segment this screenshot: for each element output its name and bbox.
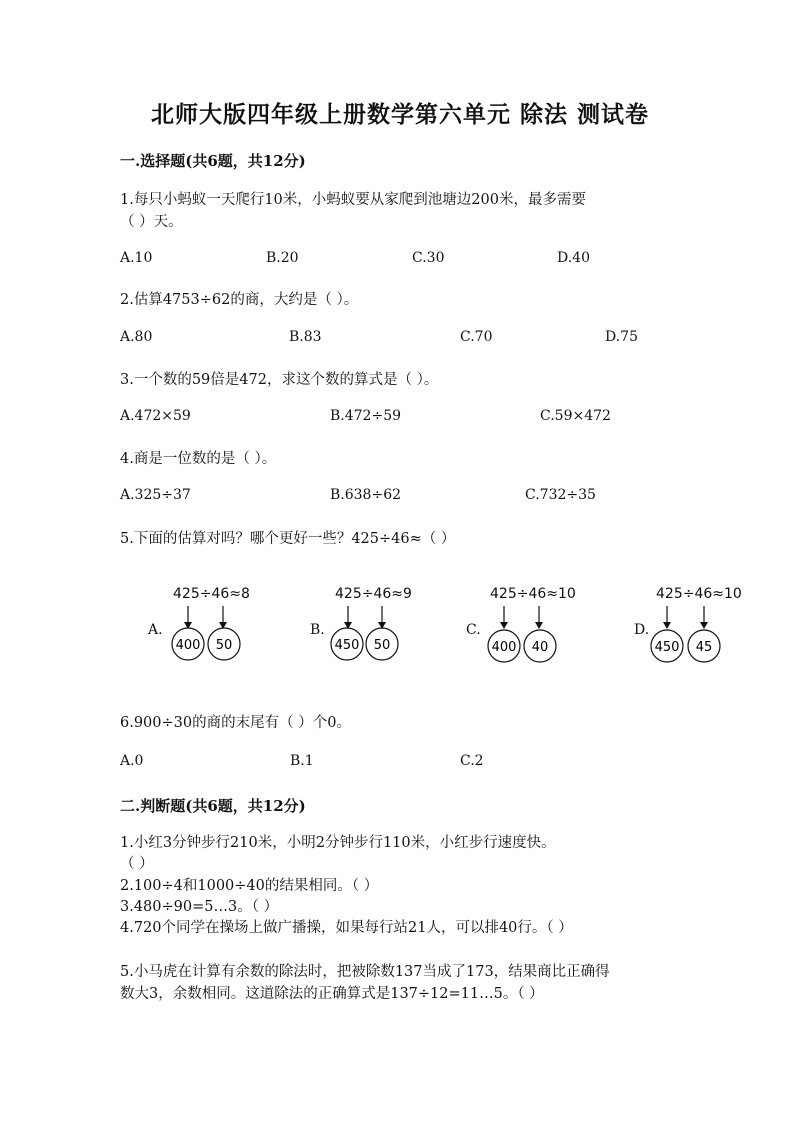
circle-right-value: 50	[215, 638, 233, 653]
option-2a[interactable]: A.80	[120, 329, 153, 345]
circle-left-value: 400	[175, 638, 201, 653]
option-3c[interactable]: C.59×472	[540, 408, 611, 424]
option-6a[interactable]: A.0	[120, 753, 144, 769]
diagram-b[interactable]	[310, 586, 430, 676]
judgement-3[interactable]: 3.480÷90=5…3。（ ）	[120, 899, 279, 915]
diagram-d-expr: 425÷46≈10	[656, 586, 742, 602]
diagram-b-label: B.	[310, 622, 325, 638]
arrow-head	[700, 622, 708, 629]
diagram-d-label: D.	[634, 622, 650, 638]
diagram-c[interactable]	[466, 586, 586, 676]
option-3b[interactable]: B.472÷59	[330, 408, 402, 424]
diagram-a-figure	[148, 586, 268, 676]
question-6: 6.900÷30的商的末尾有（ ）个0。	[120, 715, 351, 731]
diagram-b-figure	[310, 586, 430, 676]
arrow-head	[663, 622, 671, 629]
question-4: 4.商是一位数的是（ ）。	[120, 451, 277, 467]
diagram-c-expr: 425÷46≈10	[490, 586, 576, 602]
question-3: 3.一个数的59倍是472，求这个数的算式是（ ）。	[120, 372, 439, 388]
diagram-a-label: A.	[148, 622, 163, 638]
question-2: 2.估算4753÷62的商，大约是（ ）。	[120, 292, 359, 308]
diagram-c-figure	[466, 586, 586, 676]
diagram-a[interactable]	[148, 586, 268, 676]
circle-left-value: 450	[334, 638, 360, 653]
option-4c[interactable]: C.732÷35	[525, 487, 596, 503]
option-2c[interactable]: C.70	[460, 329, 493, 345]
option-2b[interactable]: B.83	[289, 329, 322, 345]
judgement-5-line2[interactable]: 数大3，余数相同。这道除法的正确算式是137÷12=11…5。（ ）	[120, 986, 544, 1002]
section-heading-judgement: 二.判断题(共6题，共12分)	[120, 797, 306, 815]
circle-right-value: 40	[531, 640, 549, 655]
option-1a[interactable]: A.10	[120, 250, 153, 266]
judgement-2[interactable]: 2.100÷4和1000÷40的结果相同。（ ）	[120, 878, 379, 894]
circle-right-value: 50	[373, 638, 391, 653]
circle-left-value: 450	[654, 640, 680, 655]
option-1c[interactable]: C.30	[412, 250, 445, 266]
section-heading-choice: 一.选择题(共6题，共12分)	[120, 152, 306, 170]
option-6c[interactable]: C.2	[460, 753, 484, 769]
question-5: 5.下面的估算对吗？哪个更好一些？425÷46≈（ ）	[120, 531, 456, 547]
diagram-b-expr: 425÷46≈9	[335, 586, 412, 602]
option-2d[interactable]: D.75	[605, 329, 638, 345]
option-6b[interactable]: B.1	[290, 753, 314, 769]
question-1-line2: （ ）天。	[120, 214, 183, 230]
option-4b[interactable]: B.638÷62	[330, 487, 402, 503]
diagram-d[interactable]	[634, 586, 754, 676]
circle-left-value: 400	[491, 640, 517, 655]
diagram-a-expr: 425÷46≈8	[173, 586, 250, 602]
option-1d[interactable]: D.40	[557, 250, 590, 266]
option-1b[interactable]: B.20	[266, 250, 299, 266]
option-3a[interactable]: A.472×59	[120, 408, 191, 424]
arrow-head	[535, 622, 543, 629]
circle-right-value: 45	[695, 640, 713, 655]
question-1-line1: 1.每只小蚂蚁一天爬行10米，小蚂蚁要从家爬到池塘边200米，最多需要	[120, 192, 586, 208]
judgement-5-line1: 5.小马虎在计算有余数的除法时，把被除数137当成了173，结果商比正确得	[120, 964, 610, 980]
diagram-c-label: C.	[466, 622, 481, 638]
judgement-1-line1: 1.小红3分钟步行210米，小明2分钟步行110米，小红步行速度快。	[120, 835, 556, 851]
page-title: 北师大版四年级上册数学第六单元 除法 测试卷	[150, 101, 649, 128]
arrow-head	[500, 622, 508, 629]
diagram-d-figure	[634, 586, 754, 676]
judgement-1-line2[interactable]: （ ）	[120, 856, 154, 872]
judgement-4[interactable]: 4.720个同学在操场上做广播操，如果每行站21人，可以排40行。（ ）	[120, 920, 573, 936]
option-4a[interactable]: A.325÷37	[120, 487, 191, 503]
